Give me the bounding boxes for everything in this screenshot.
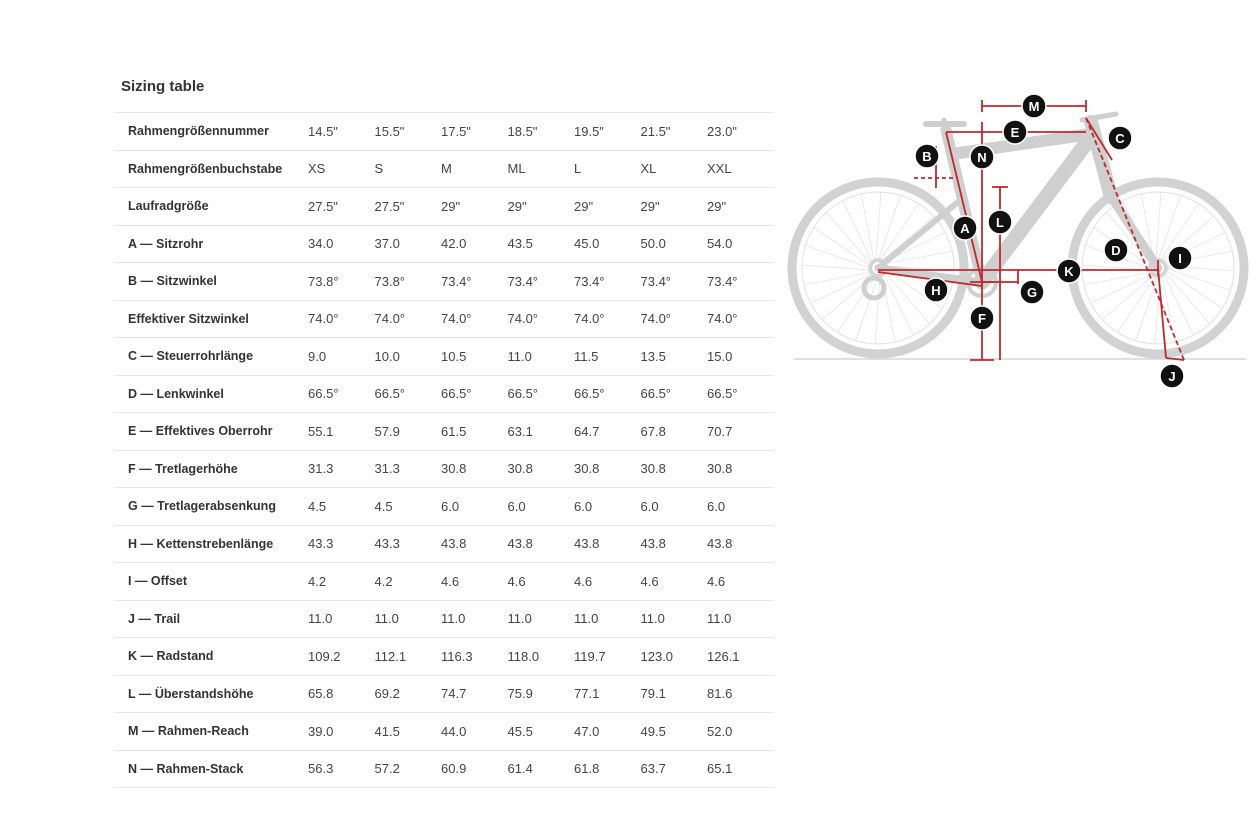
table-cell: 10.5 (441, 348, 467, 364)
table-cell: 29" (640, 198, 660, 214)
wheel-spoke (1136, 276, 1158, 341)
table-cell: 74.0° (308, 311, 339, 327)
table-cell: 70.7 (707, 423, 733, 439)
row-label: Rahmengrößennummer (128, 124, 269, 139)
table-cell: 66.5° (441, 386, 472, 402)
table-cell: 31.3 (374, 461, 400, 477)
table-cell: 11.0 (441, 611, 466, 627)
table-cell: 30.8 (507, 461, 533, 477)
wheel-spoke (843, 201, 873, 263)
table-cell: 29" (707, 198, 727, 214)
table-row (114, 563, 774, 601)
table-cell: 6.0 (707, 498, 726, 514)
table-cell: 13.5 (640, 348, 666, 364)
table-row (114, 600, 774, 638)
marker-f (970, 306, 994, 330)
marker-j (1160, 364, 1184, 388)
table-cell: 4.2 (308, 573, 327, 589)
table-cell: 27.5" (308, 198, 338, 214)
table-row (114, 750, 774, 788)
table-cell: 79.1 (640, 686, 666, 702)
table-cell: 73.4° (441, 273, 472, 289)
row-label: G — Tretlagerabsenkung (128, 499, 276, 514)
table-cell: 4.2 (374, 573, 393, 589)
table-cell: 61.5 (441, 423, 467, 439)
table-cell: 55.1 (308, 423, 334, 439)
marker-c (1108, 126, 1132, 150)
table-cell: 49.5 (640, 723, 666, 739)
table-cell: 61.8 (574, 761, 600, 777)
table-cell: 11.0 (507, 611, 532, 627)
table-cell: 47.0 (574, 723, 600, 739)
table-cell: 45.0 (574, 236, 600, 252)
table-cell: 43.8 (441, 536, 467, 552)
table-cell: 4.5 (374, 498, 393, 514)
table-cell: 119.7 (574, 648, 606, 664)
wheel-spoke (805, 246, 870, 268)
table-cell: 66.5° (374, 386, 406, 402)
wheel-spoke (1166, 270, 1223, 308)
table-cell: 34.0 (308, 236, 334, 252)
table-cell: 43.8 (507, 536, 533, 552)
marker-h (924, 278, 948, 302)
row-label: H — Kettenstrebenlänge (128, 536, 274, 551)
wheel-spoke (885, 272, 930, 324)
row-label: M — Rahmen-Reach (128, 724, 249, 739)
table-cell: 42.0 (441, 236, 467, 252)
table-cell: 66.5° (707, 386, 738, 402)
table-cell: 112.1 (374, 648, 407, 664)
wheel-spoke (826, 212, 871, 264)
svg-text:L: L (996, 215, 1004, 230)
wheel-spoke (1118, 276, 1156, 333)
table-cell: M (441, 161, 452, 177)
wheel-spoke (804, 272, 871, 285)
table-cell: 11.0 (374, 611, 399, 627)
table-cell: 14.5" (308, 123, 338, 139)
table-cell: 37.0 (374, 236, 400, 252)
table-cell: XXL (707, 161, 732, 177)
table-row (114, 113, 774, 151)
table-row (114, 338, 774, 376)
table-cell: 66.5° (640, 386, 672, 402)
table-cell: 15.0 (707, 348, 733, 364)
table-cell: 63.7 (640, 761, 666, 777)
table-cell: 43.5 (507, 236, 533, 252)
svg-text:A: A (960, 221, 970, 236)
table-cell: 54.0 (707, 236, 733, 252)
table-cell: 73.4° (507, 273, 539, 289)
marker-i (1168, 246, 1192, 270)
bike-geometry-diagram (786, 92, 1250, 392)
table-cell: L (574, 161, 582, 177)
marker-n (970, 145, 994, 169)
svg-text:E: E (1010, 125, 1020, 140)
table-row (114, 488, 774, 526)
table-cell: 74.0° (574, 311, 605, 327)
wheel-spoke (1084, 272, 1151, 285)
marker-g (1020, 280, 1044, 304)
table-cell: 73.8° (374, 273, 406, 289)
table-row (114, 450, 774, 488)
table-cell: 75.9 (507, 686, 533, 702)
table-cell: 17.5" (441, 123, 471, 139)
table-cell: 74.0° (707, 311, 738, 327)
table-cell: 65.8 (308, 686, 334, 702)
table-row (114, 713, 774, 751)
row-label: K — Radstand (128, 649, 214, 664)
table-cell: 18.5" (507, 123, 538, 139)
table-cell: 74.7 (441, 686, 467, 702)
table-row (114, 638, 774, 676)
wheel-spoke (875, 276, 880, 344)
svg-text:C: C (1115, 131, 1125, 146)
table-cell: 69.2 (374, 686, 400, 702)
table-cell: 6.0 (507, 498, 526, 514)
sizing-table-title: Sizing table (121, 78, 205, 95)
table-cell: S (374, 161, 384, 177)
table-cell: 57.9 (374, 423, 400, 439)
table-cell: 73.4° (640, 273, 672, 289)
table-cell: 29" (574, 198, 594, 214)
table-cell: 43.3 (374, 536, 400, 552)
table-cell: 66.5° (507, 386, 539, 402)
table-cell: 57.2 (374, 761, 400, 777)
table-cell: 118.0 (507, 648, 540, 664)
table-cell: 109.2 (308, 648, 341, 664)
table-cell: 27.5" (374, 198, 405, 214)
table-cell: 43.8 (640, 536, 666, 552)
row-label: I — Offset (128, 574, 188, 589)
table-cell: 6.0 (441, 498, 460, 514)
marker-b (915, 144, 939, 168)
table-cell: 11.0 (507, 348, 532, 364)
table-cell: XS (308, 161, 326, 177)
table-cell: 9.0 (308, 348, 327, 364)
marker-e (1003, 120, 1027, 144)
marker-d (1104, 238, 1128, 262)
table-cell: 74.0° (441, 311, 472, 327)
table-cell: 19.5" (574, 123, 604, 139)
table-cell: 23.0" (707, 123, 737, 139)
wheel-spoke (1091, 274, 1153, 304)
table-cell: 61.4 (507, 761, 533, 777)
wheel-spoke (1165, 272, 1210, 324)
wheel-spoke (861, 194, 874, 261)
marker-l (988, 210, 1012, 234)
table-cell: ML (507, 161, 526, 177)
wheel-spoke (1166, 268, 1231, 290)
table-cell: 81.6 (707, 686, 733, 702)
table-cell: 29" (507, 198, 527, 214)
table-row (114, 150, 774, 188)
table-cell: 123.0 (640, 648, 674, 664)
table-cell: 6.0 (574, 498, 593, 514)
table-cell: 11.0 (308, 611, 333, 627)
row-label: E — Effektives Oberrohr (128, 424, 273, 439)
table-cell: 73.8° (308, 273, 339, 289)
table-cell: 31.3 (308, 461, 334, 477)
row-label: F — Tretlagerhöhe (128, 461, 238, 476)
svg-text:D: D (1111, 243, 1121, 258)
table-cell: 4.6 (640, 573, 659, 589)
svg-text:M: M (1028, 99, 1040, 114)
row-label: J — Trail (128, 611, 181, 626)
sizing-table (114, 112, 774, 788)
table-cell: 29" (441, 198, 461, 214)
table-cell: 44.0 (441, 723, 467, 739)
wheel-spoke (884, 274, 914, 336)
row-label: D — Lenkwinkel (128, 386, 224, 401)
table-row (114, 525, 774, 563)
wheel-spoke (1102, 275, 1154, 320)
row-label: Effektiver Sitzwinkel (128, 311, 249, 326)
table-row (114, 675, 774, 713)
row-label: N — Rahmen-Stack (128, 761, 244, 776)
table-cell: 6.0 (640, 498, 659, 514)
table-cell: 67.8 (640, 423, 666, 439)
table-cell: 74.0° (640, 311, 672, 327)
row-label: Rahmengrößenbuchstabe (128, 161, 283, 176)
marker-k (1057, 259, 1081, 283)
svg-text:G: G (1026, 285, 1038, 300)
row-label: B — Sitzwinkel (128, 274, 217, 289)
table-cell: 43.8 (707, 536, 733, 552)
table-cell: 73.4° (574, 273, 605, 289)
wheel-spoke (1156, 192, 1161, 260)
table-cell: 50.0 (640, 236, 666, 252)
table-cell: XL (640, 161, 657, 177)
table-cell: 10.0 (374, 348, 400, 364)
table-cell: 60.9 (441, 761, 467, 777)
table-cell: 30.8 (707, 461, 733, 477)
table-cell: 11.0 (574, 611, 599, 627)
wheel-spoke (1164, 274, 1194, 336)
table-cell: 43.3 (308, 536, 334, 552)
table-cell: 74.0° (374, 311, 406, 327)
table-row (114, 225, 774, 263)
table-cell: 4.6 (441, 573, 460, 589)
table-cell: 4.6 (574, 573, 593, 589)
table-row (114, 263, 774, 301)
wheel-spoke (814, 228, 871, 266)
table-cell: 66.5° (308, 386, 339, 402)
table-cell: 64.7 (574, 423, 600, 439)
svg-text:N: N (977, 150, 987, 165)
table-cell: 11.0 (640, 611, 665, 627)
marker-m (1022, 94, 1046, 118)
table-cell: 41.5 (374, 723, 400, 739)
table-cell: 63.1 (507, 423, 533, 439)
svg-text:F: F (978, 311, 986, 326)
table-cell: 4.6 (507, 573, 526, 589)
table-cell: 77.1 (574, 686, 600, 702)
table-cell: 65.1 (707, 761, 733, 777)
table-cell: 4.6 (707, 573, 726, 589)
table-row (114, 375, 774, 413)
svg-text:B: B (922, 149, 932, 164)
table-cell: 52.0 (707, 723, 733, 739)
table-row (114, 188, 774, 226)
wheel-spoke (838, 276, 876, 333)
svg-text:I: I (1178, 251, 1182, 266)
svg-text:J: J (1168, 369, 1176, 384)
table-cell: 11.0 (707, 611, 732, 627)
table-cell: 11.5 (574, 348, 599, 364)
table-cell: 74.0° (507, 311, 539, 327)
marker-a (953, 216, 977, 240)
bike-geometry-svg (786, 92, 1250, 392)
table-cell: 39.0 (308, 723, 334, 739)
table-cell: 15.5" (374, 123, 405, 139)
table-cell: 30.8 (640, 461, 666, 477)
wheel-spoke (802, 265, 870, 270)
table-cell: 73.4° (707, 273, 738, 289)
table-cell: 30.8 (441, 461, 467, 477)
table-row (114, 300, 774, 338)
table-cell: 66.5° (574, 386, 605, 402)
table-cell: 43.8 (574, 536, 600, 552)
svg-text:K: K (1064, 264, 1074, 279)
wheel-spoke (876, 192, 881, 260)
svg-text:H: H (931, 283, 941, 298)
row-label: L — Überstandshöhe (128, 686, 254, 701)
table-cell: 4.5 (308, 498, 327, 514)
table-cell: 126.1 (707, 648, 740, 664)
row-label: C — Steuerrohrlänge (128, 349, 254, 364)
table-cell: 45.5 (507, 723, 533, 739)
table-cell: 116.3 (441, 648, 473, 664)
table-cell: 21.5" (640, 123, 671, 139)
row-label: A — Sitzrohr (128, 236, 204, 251)
table-cell: 56.3 (308, 761, 334, 777)
wheel-spoke (882, 216, 934, 261)
table-cell: 30.8 (574, 461, 600, 477)
row-label: Laufradgröße (128, 199, 209, 214)
table-row (114, 413, 774, 451)
